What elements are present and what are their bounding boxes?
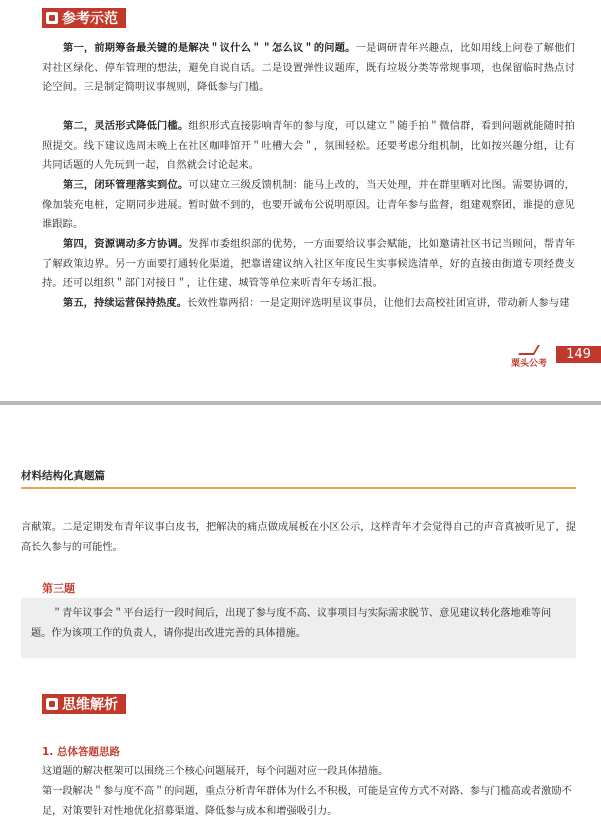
section-analysis	[42, 694, 126, 714]
continuation-paragraph: 言献策。二是定期发布青年议事白皮书，把解决的痛点做成展板在小区公示，这样青年才会觉得自己的声音真被听见了，提高长久参与的可能性。	[21, 522, 576, 553]
publisher-logo	[506, 345, 552, 369]
paragraph-lead: 第一，前期筹备最关键的是解决＂议什么＂＂怎么议＂的问题。	[63, 43, 356, 54]
page-150	[0, 412, 601, 823]
paragraph-lead: 第四，资源调动多方协调。	[63, 239, 189, 250]
page-149	[0, 0, 601, 395]
section-tag	[42, 694, 126, 714]
section-title: 参考示范	[62, 11, 118, 27]
bookmark-icon	[46, 698, 58, 710]
paragraph-text: 长效性靠两招：一是定期评选明星议事员，让他们去高校社团宣讲，带动新人参与建	[187, 298, 570, 309]
paragraph-text: 组织形式直接影响青年的参与度，可以建立＂随手拍＂微信群，看到问题就能随时拍照提交。线下建议选周末晚上在社区咖啡馆开＂吐槽大会＂，氛围轻松。还要考虑分组机制，比如按兴趣分组，让有共同话题的人先玩到一起，自然就会讨论起来。	[42, 121, 575, 172]
header-rule	[21, 487, 576, 489]
paragraph-lead: 第三，闭环管理落实到位。	[63, 180, 189, 191]
question-box	[21, 598, 576, 658]
question-label: 第三题	[42, 582, 75, 595]
sub-heading: 1. 总体答题思路	[42, 746, 120, 758]
body-line-2: 第一段解决＂参与度不高＂的问题，重点分析青年群体为什么不积极，可能是宣传方式不对路、参与门槛高或者激励不足，对策要针对性地优化招募渠道、降低参与成本和增强吸引力。	[42, 786, 572, 817]
paragraph-lead: 第五，持续运营保持热度。	[63, 298, 188, 309]
paragraph-lead: 第二，灵活形式降低门槛。	[63, 121, 189, 132]
section-reference-example	[42, 8, 126, 28]
question-text: ＂青年议事会＂平台运行一段时间后，出现了参与度不高、议事项目与实际需求脱节、意见建议转化落地难等问题。作为该项工作的负责人，请你提出改进完善的具体措施。	[31, 608, 552, 639]
paragraph-text: 可以建立三级反馈机制：能马上改的，当天处理，并在群里晒对比图。需要协调的，像加装充电桩，定期同步进展。暂时做不到的，也要开诚布公说明原因。让青年参与监督，组建观察团，谁提的意见谁跟踪。	[42, 180, 575, 231]
page-separator	[0, 395, 601, 412]
bookmark-icon	[46, 12, 58, 24]
paragraph-2	[42, 117, 575, 176]
paragraph-1	[42, 39, 575, 98]
paragraph-5	[42, 294, 575, 314]
paragraph-3	[42, 176, 575, 235]
paragraph-4	[42, 235, 575, 294]
logo-text: 粟头公考	[510, 359, 547, 369]
body-line-1: 这道题的解决框架可以围绕三个核心问题展开，每个问题对应一段具体措施。	[42, 766, 389, 777]
page-number: 149	[556, 346, 601, 363]
paragraph-text: 发挥市委组织部的优势，一方面要给议事会赋能，比如邀请社区书记当顾问，帮青年了解政策边界。另一方面要打通转化渠道，把靠谱建议纳入社区年度民生实事候选清单，好的直接由街道专项经费支持。还可以组织＂部门对接日＂，让住建、城管等单位来听青年专场汇报。	[42, 239, 575, 290]
running-header: 材料结构化真题篇	[21, 470, 105, 482]
section-tag	[42, 8, 126, 28]
section-title: 思维解析	[62, 697, 118, 713]
logo-icon	[518, 345, 540, 355]
paragraph-text: 一是调研青年兴趣点，比如用线上问卷了解他们对社区绿化、停车管理的想法，避免自说自话。二是设置弹性议题库，既有垃圾分类等常规事项，也保留临时热点讨论空间。三是制定简明议事规则，降低参与门槛。	[42, 43, 575, 94]
